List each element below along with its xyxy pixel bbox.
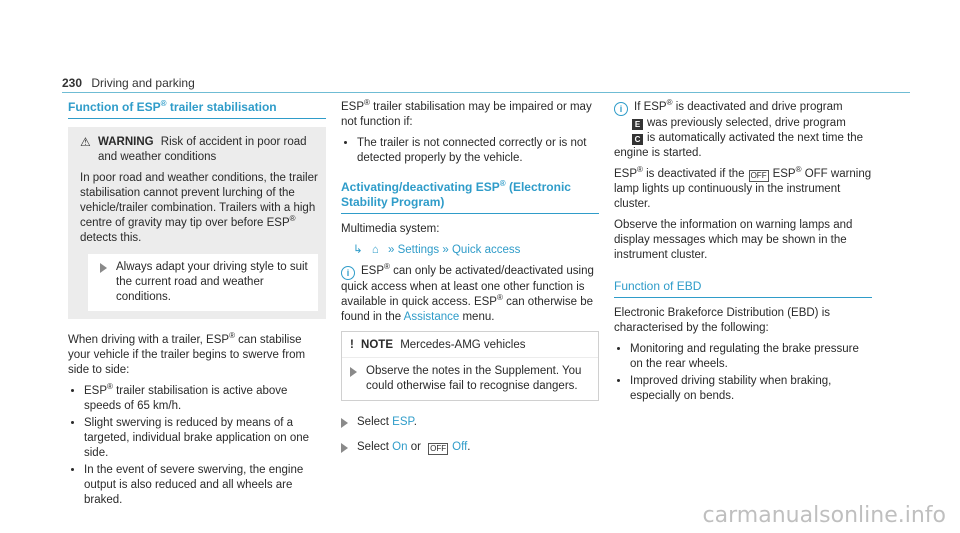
page-number: 230 <box>62 76 83 90</box>
system-label: Multimedia system: <box>341 223 440 235</box>
menu-enter-icon: ↳ <box>353 244 363 256</box>
section-heading-ebd: Function of EBD <box>614 279 872 298</box>
warning-step-text: Always adapt your driving style to suit the current road and weather conditions. <box>116 261 308 303</box>
note-headline: Mercedes-AMG vehicles <box>400 339 526 351</box>
ebd-bullets <box>614 342 872 404</box>
list-item: • Improved driving stability when braking, especially on bends. <box>630 374 872 404</box>
warning-headline: Risk of accident in poor road and weather conditions <box>98 136 307 163</box>
esp-off-icon: OFF <box>430 444 447 453</box>
section-heading-activating-esp: Activating/deactivating ESP® (Electronic Stability Program) <box>341 180 599 214</box>
chevron-icon: » <box>388 244 395 256</box>
step-select-esp: Select ESP. <box>341 415 599 430</box>
menu-quick-access[interactable]: Quick access <box>451 244 521 256</box>
info-paragraph <box>341 264 599 325</box>
step-arrow-icon <box>100 263 107 273</box>
info-icon: i <box>341 266 355 280</box>
ebd-paragraph: Electronic Brakeforce Distribution (EBD) is characterised by the following: <box>614 307 831 334</box>
column-1 <box>68 100 326 514</box>
deactivated-info: i If ESP® is deactivated and drive program E was previously selected, drive program C is automatically activated the next time the engine is started. <box>614 98 864 159</box>
step-arrow-icon <box>350 367 357 377</box>
note-header <box>342 332 598 358</box>
step-select-on-off: Select On or OFF Off. <box>341 440 599 455</box>
drive-program-e-icon: E <box>632 119 643 130</box>
drive-program-c-icon: C <box>632 134 643 145</box>
assistance-link[interactable]: Assistance <box>403 311 460 323</box>
note-step <box>342 358 598 400</box>
trailer-bullets <box>68 384 326 508</box>
section-title: Driving and parking <box>91 76 195 90</box>
watermark: carmanualsonline.info <box>702 503 946 528</box>
header-divider <box>62 92 910 93</box>
page-header <box>62 76 195 91</box>
warning-box <box>68 127 326 319</box>
impaired-bullets <box>341 136 599 166</box>
list-item: • Monitoring and regulating the brake pressure on the rear wheels. <box>630 342 872 372</box>
warning-label: WARNING <box>98 136 154 148</box>
info-text-pre: ESP® can only be activated/deactivated using quick access when at least one other function is available in quick access. ESP® can otherwise be found in the <box>341 262 594 323</box>
esp-option[interactable]: ESP <box>392 416 414 428</box>
menu-settings[interactable]: Settings <box>397 244 440 256</box>
section-heading-trailer-stabilisation: Function of ESP® trailer stabilisation <box>68 100 326 119</box>
list-item: • Slight swerving is reduced by means of a targeted, individual brake application on one side. <box>84 416 326 461</box>
list-item: • In the event of severe swerving, the engine output is also reduced and all wheels are braked. <box>84 463 326 508</box>
info-icon: i <box>614 102 628 116</box>
warning-body: In poor road and weather conditions, the trailer stabilisation cannot prevent lurching of the vehicle/trailer combination. Trailers with a high centre of gravity may tip over before ESP® detects this. <box>80 172 318 244</box>
off-option[interactable]: Off <box>452 441 468 453</box>
warning-triangle-icon: ⚠ <box>80 135 91 149</box>
column-2 <box>341 100 599 455</box>
list-item: • ESP® trailer stabilisation is active above speeds of 65 km/h. <box>84 384 326 414</box>
warning-step <box>80 254 318 311</box>
home-icon[interactable]: ⌂ <box>371 244 379 256</box>
note-label: NOTE <box>361 339 393 351</box>
trailer-paragraph: When driving with a trailer, ESP® can stabilise your vehicle if the trailer begins to swerve from side to side: <box>68 331 306 376</box>
observe-paragraph: Observe the information on warning lamps and display messages which may be shown in the instrument cluster. <box>614 219 853 261</box>
step-arrow-icon <box>341 443 348 453</box>
chevron-icon: » <box>442 244 449 256</box>
esp-off-lamp-paragraph: ESP® is deactivated if the OFF ESP® OFF warning lamp lights up continuously in the instrument cluster. <box>614 165 872 210</box>
note-box <box>341 331 599 401</box>
column-3 <box>614 100 872 410</box>
step-arrow-icon <box>341 418 348 428</box>
on-option[interactable]: On <box>392 441 408 453</box>
impaired-intro: ESP® trailer stabilisation may be impaired or may not function if: <box>341 98 592 128</box>
list-item: • The trailer is not connected correctly or is not detected properly by the vehicle. <box>357 136 599 166</box>
note-exclamation-icon: ! <box>350 339 354 351</box>
note-step-text: Observe the notes in the Supplement. You could otherwise fail to recognise dangers. <box>366 365 582 392</box>
menu-path <box>353 243 599 258</box>
info-text-post: menu. <box>459 311 495 323</box>
esp-off-lamp-icon: OFF <box>750 171 767 180</box>
